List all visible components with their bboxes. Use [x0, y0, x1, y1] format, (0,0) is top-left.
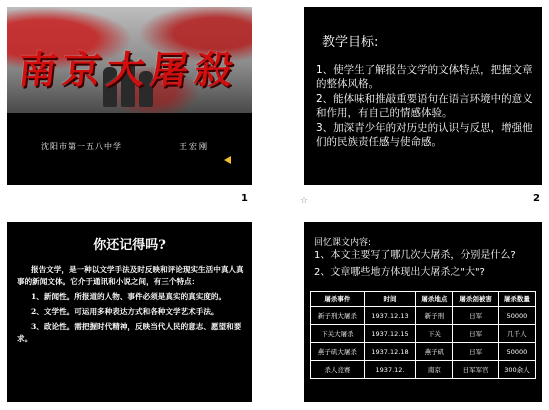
author-name: 王宏刚	[179, 142, 209, 151]
table-cell: 燕子矶大屠杀	[311, 343, 365, 361]
table-header-row	[311, 292, 536, 307]
column-header: 屠杀地点	[416, 292, 453, 307]
table-row	[311, 361, 536, 379]
column-header: 屠杀刽被害	[453, 292, 498, 307]
slide-4[interactable]	[304, 222, 542, 402]
table-cell: 新子刑	[416, 307, 453, 325]
slide-number-1: 1	[241, 193, 248, 204]
massacre-table	[310, 291, 536, 379]
table-cell: 50000	[498, 343, 535, 361]
table-cell: 几千人	[498, 325, 535, 343]
review-heading: 回忆课文内容:	[314, 238, 372, 248]
table-cell: 下关大屠杀	[311, 325, 365, 343]
slide-3[interactable]	[7, 222, 252, 402]
table-cell: 杀人竞赛	[311, 361, 365, 379]
slide-number-2: 2	[533, 193, 540, 204]
table-cell: 日军	[453, 343, 498, 361]
paragraph: 2、文学性。可运用多种表达方式和各种文学艺术手法。	[31, 307, 219, 316]
paragraph: 1、新闻性。所报道的人物、事件必须是真实的真实度的。	[31, 292, 227, 301]
star-icon: ☆	[300, 196, 309, 206]
slide-1[interactable]	[7, 7, 252, 185]
table-cell: 日军军官	[453, 361, 498, 379]
objective-item: 2、能体味和推敲重要语句在语言环境中的意义和作用，有自己的情感体验。	[316, 93, 533, 119]
speaker-icon[interactable]	[224, 156, 231, 164]
column-header: 屠杀事件	[311, 292, 365, 307]
school-name: 沈阳市第一五八中学	[41, 142, 122, 151]
column-header: 时间	[364, 292, 415, 307]
recall-heading: 你还记得吗?	[93, 238, 166, 253]
table-cell: 南京	[416, 361, 453, 379]
question-1: 1、本文主要写了哪几次大屠杀，分别是什么?	[314, 250, 516, 261]
table-row	[311, 325, 536, 343]
column-header: 屠杀数量	[498, 292, 535, 307]
paragraph: 3、政论性。需把握时代精神，反映当代人民的意志、愿望和要求。	[17, 322, 242, 343]
objective-item: 3、加深青少年的对历史的认识与反思，增强他们的民族责任感与使命感。	[316, 122, 533, 148]
table-cell: 燕子矶	[416, 343, 453, 361]
table-cell: 1937.12.	[364, 361, 415, 379]
question-2: 2、文章哪些地方体现出大屠杀之"大"?	[314, 267, 485, 278]
table-cell: 1937.12.18	[364, 343, 415, 361]
table-cell: 1937.12.13	[364, 307, 415, 325]
paragraph: 报告文学，是一种以文学手法及时反映和评论现实生活中真人真事的新闻文体。它介于通讯和小说之间，有三个特点：	[17, 265, 244, 286]
table-cell: 日军	[453, 325, 498, 343]
objectives-heading: 教学目标:	[322, 35, 379, 50]
objective-item: 1、使学生了解报告文学的文体特点，把握文章的整体风格。	[316, 64, 533, 90]
slide-2[interactable]	[304, 7, 542, 185]
banner-title: 南京大屠殺	[16, 47, 242, 92]
table-row	[311, 307, 536, 325]
table-row	[311, 343, 536, 361]
reportage-definition	[17, 264, 245, 348]
objectives-list	[316, 63, 534, 150]
table-cell: 日军	[453, 307, 498, 325]
table-cell: 300余人	[498, 361, 535, 379]
table-cell: 下关	[416, 325, 453, 343]
table-cell: 50000	[498, 307, 535, 325]
table-cell: 新子刑大屠杀	[311, 307, 365, 325]
title-banner-image	[7, 7, 252, 113]
table-cell: 1937.12.15	[364, 325, 415, 343]
